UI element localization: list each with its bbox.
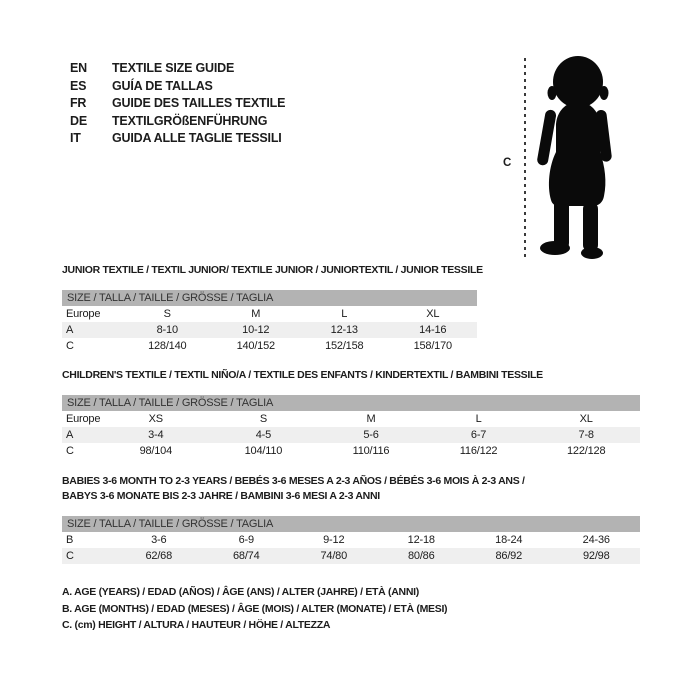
baby-silhouette-icon — [528, 54, 624, 260]
cell: 122/128 — [567, 445, 606, 457]
size-header: SIZE / TALLA / TAILLE / GRÖSSE / TAGLIA — [62, 516, 640, 532]
row-label: A — [66, 324, 74, 336]
junior-textile-section — [62, 263, 483, 354]
row-label: Europe — [66, 308, 101, 320]
cell: XS — [148, 413, 163, 425]
size-header-row — [62, 516, 640, 532]
size-header-row — [62, 395, 640, 411]
row-label: C — [66, 340, 74, 352]
table-row — [62, 322, 477, 338]
table-row — [62, 548, 640, 564]
table-row — [62, 411, 640, 427]
cell: M — [251, 308, 261, 320]
cell: 10-12 — [242, 324, 270, 336]
row-label: B — [66, 534, 74, 546]
row-label: Europe — [66, 413, 101, 425]
language-code: DE — [70, 113, 87, 128]
language-title: GUIDE DES TAILLES TEXTILE — [112, 96, 286, 110]
cell: 86/92 — [495, 550, 523, 562]
cell: XL — [426, 308, 440, 320]
language-code: ES — [70, 78, 87, 93]
row-label: C — [66, 445, 74, 457]
cell: L — [341, 308, 348, 320]
cell: 98/104 — [139, 445, 173, 457]
cell: 3-4 — [148, 429, 164, 441]
language-guide-list — [70, 60, 285, 148]
cell: 80/86 — [407, 550, 435, 562]
list-item — [70, 113, 285, 131]
cell: 158/170 — [413, 340, 452, 352]
footnote-b: B. AGE (MONTHS) / EDAD (MESES) / ÂGE (MOIS) / ALTER (MONATE) / ETÀ (MESI) — [62, 602, 448, 615]
list-item — [70, 60, 285, 78]
cell: S — [259, 413, 267, 425]
size-header: SIZE / TALLA / TAILLE / GRÖSSE / TAGLIA — [62, 290, 477, 306]
language-code: FR — [70, 96, 87, 110]
babies-textile-table — [62, 516, 640, 564]
cell: 116/122 — [459, 445, 498, 457]
cell: 104/110 — [244, 445, 283, 457]
footnote-a: A. AGE (YEARS) / EDAD (AÑOS) / ÂGE (ANS) / ALTER (JAHRE) / ETÀ (ANNI) — [62, 586, 419, 598]
cell: 12-18 — [407, 534, 435, 546]
cell: 5-6 — [363, 429, 379, 441]
cell: 4-5 — [255, 429, 272, 441]
cell: S — [163, 308, 171, 320]
section-title — [62, 263, 483, 278]
table-row — [62, 306, 477, 322]
childrens-textile-title: CHILDREN'S TEXTILE / TEXTIL NIÑO/A / TEXTILE DES ENFANTS / KINDERTEXTIL / BAMBINI TESSILE — [62, 369, 543, 381]
footnotes — [62, 584, 447, 634]
cell: 3-6 — [151, 534, 167, 546]
cell: 68/74 — [232, 550, 260, 562]
row-label: A — [66, 429, 74, 441]
height-measure-line — [524, 58, 526, 259]
language-title: GUÍA DE TALLAS — [112, 78, 213, 93]
footnote-c: C. (cm) HEIGHT / ALTURA / HAUTEUR / HÖHE / ALTEZZA — [62, 619, 331, 631]
cell: 152/158 — [325, 340, 364, 352]
cell: 110/116 — [352, 445, 390, 457]
language-code: EN — [70, 61, 87, 75]
cell: 7-8 — [578, 429, 594, 441]
table-row — [62, 338, 477, 354]
language-code: IT — [70, 131, 81, 145]
junior-textile-table — [62, 290, 477, 354]
cell: 18-24 — [495, 534, 523, 546]
cell: 24-36 — [582, 534, 610, 546]
language-title: TEXTILE SIZE GUIDE — [112, 61, 235, 75]
cell: XL — [579, 413, 593, 425]
cell: 62/68 — [145, 550, 173, 562]
cell: 8-10 — [156, 324, 178, 336]
row-label: C — [66, 550, 74, 562]
table-row — [62, 443, 640, 459]
size-header: SIZE / TALLA / TAILLE / GRÖSSE / TAGLIA — [62, 395, 640, 411]
cell: 6-7 — [470, 429, 487, 441]
section-title — [62, 368, 640, 383]
babies-title-line-1: BABIES 3-6 MONTH TO 2-3 YEARS / BEBÉS 3-6 MESES A 2-3 AÑOS / BÉBÉS 3-6 MOIS À 2-3 ANS / — [62, 475, 525, 487]
cell: M — [366, 413, 376, 425]
childrens-textile-section — [62, 368, 640, 459]
size-header-row — [62, 290, 477, 306]
list-item — [70, 78, 285, 96]
cell: 9-12 — [323, 534, 345, 546]
cell: L — [475, 413, 482, 425]
list-item — [70, 95, 285, 113]
cell: 14-16 — [419, 324, 447, 336]
cell: 12-13 — [330, 324, 358, 336]
table-row — [62, 427, 640, 443]
cell: 92/98 — [582, 550, 610, 562]
cell: 6-9 — [238, 534, 254, 546]
cell: 74/80 — [320, 550, 348, 562]
cell: 128/140 — [148, 340, 187, 352]
babies-title-line-2: BABYS 3-6 MONATE BIS 2-3 JAHRE / BAMBINI 3-6 MESI A 2-3 ANNI — [62, 490, 380, 502]
height-measure-label: C — [503, 157, 512, 169]
language-title: TEXTILGRÖßENFÜHRUNG — [112, 113, 268, 128]
language-title: GUIDA ALLE TAGLIE TESSILI — [112, 131, 282, 145]
section-title — [62, 474, 640, 504]
cell: 140/152 — [236, 340, 275, 352]
list-item — [70, 130, 285, 148]
babies-textile-section — [62, 474, 640, 564]
childrens-textile-table — [62, 395, 640, 459]
table-row — [62, 532, 640, 548]
junior-textile-title: JUNIOR TEXTILE / TEXTIL JUNIOR/ TEXTILE JUNIOR / JUNIORTEXTIL / JUNIOR TESSILE — [62, 264, 483, 276]
